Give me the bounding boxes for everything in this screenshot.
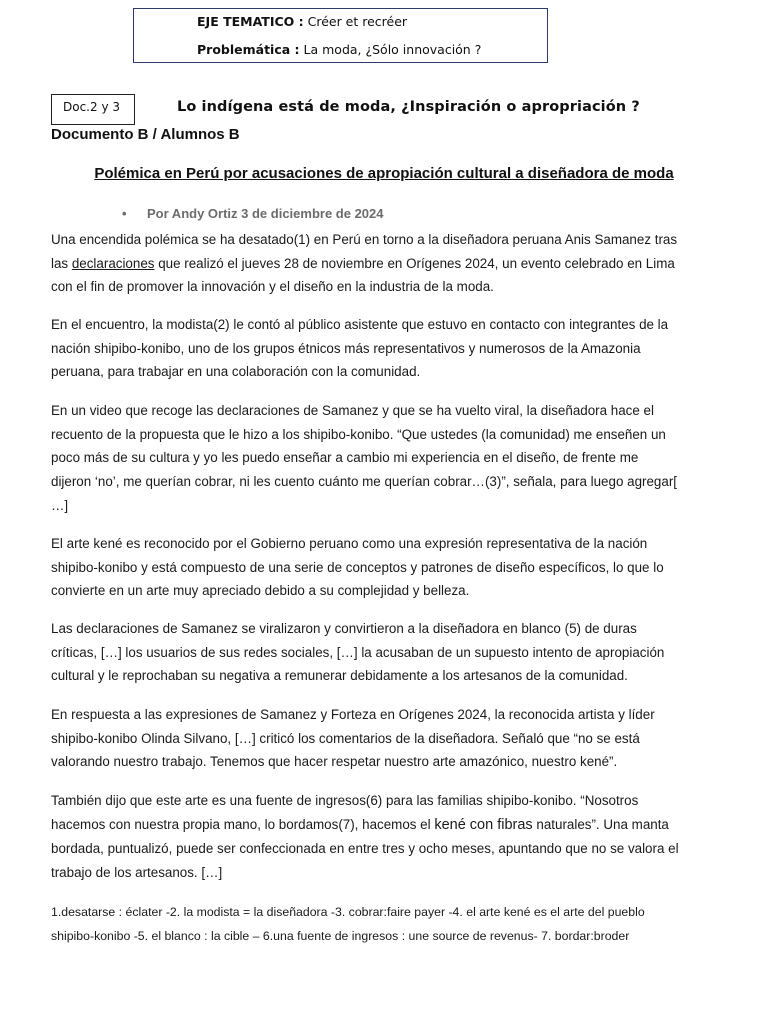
document-subtitle: Documento B / Alumnos B bbox=[51, 126, 240, 143]
footnote-line: shipibo-konibo -5. el blanco : la cible – 6.una fuente de ingresos : une source de revenus- 7. bordar:broder bbox=[51, 929, 630, 943]
declaraciones-link[interactable]: declaraciones bbox=[71, 255, 155, 271]
text-line: con el fin de promover la innovación y el diseño en la industria de la moda. bbox=[51, 279, 494, 295]
text-fragment: naturales”. Una manta bbox=[532, 816, 669, 832]
text-line: En respuesta a las expresiones de Samanez y Forteza en Orígenes 2024, la reconocida artista y líder bbox=[51, 707, 655, 722]
theme-label: EJE TEMATICO : bbox=[197, 14, 304, 29]
text-line bbox=[51, 252, 731, 276]
text-line bbox=[51, 813, 731, 838]
text-line: Una encendida polémica se ha desatado(1) en Perú en torno a la diseñadora peruana Anis Samanez tras bbox=[51, 232, 678, 247]
text-line: shipibo-konibo Olinda Silvano, […] criticó los comentarios de la diseñadora. Señaló que “no se está bbox=[51, 730, 640, 746]
paragraph-3 bbox=[51, 399, 731, 518]
paragraph-7 bbox=[51, 789, 731, 885]
text-line: También dijo que este arte es una fuente de ingresos(6) para las familias shipibo-konibo. “Nosotros bbox=[51, 793, 639, 808]
text-line: peruana, para trabajar en una colaboración con la comunidad. bbox=[51, 364, 421, 380]
text-line: recuento de la propuesta que le hizo a los shipibo-konibo. “Que ustedes (la comunidad) me enseñen un bbox=[51, 426, 666, 442]
text-line: El arte kené es reconocido por el Gobierno peruano como una expresión representativa de la nación bbox=[51, 536, 648, 551]
text-fragment: hacemos con nuestra propia mano, lo bordamos(7), hacemos el bbox=[51, 816, 435, 832]
text-line: shipibo-konibo y está compuesto de una serie de conceptos y patrones de diseño específicos, lo que lo bbox=[51, 559, 664, 575]
text-fragment: kené con fibras bbox=[434, 816, 533, 833]
text-line: críticas, […] los usuarios de sus redes sociales, […] la acusaban de un supuesto intento de apropiación bbox=[51, 644, 665, 660]
article-headline: Polémica en Perú por acusaciones de apropiación cultural a diseñadora de moda bbox=[94, 165, 674, 182]
text-line: bordada, puntualizó, puede ser confeccionada en entre tres y ocho meses, apuntando que no se valora el bbox=[51, 841, 679, 857]
text-line: trabajo de los artesanos. […] bbox=[51, 865, 223, 881]
text-line: …] bbox=[51, 497, 69, 513]
text-line: dijeron ‘no’, me querían cobrar, ni les cuento cuánto me querían cobrar…(3)”, señala, para luego agregar[ bbox=[51, 474, 677, 490]
text-line: poco más de su cultura y yo les puedo enseñar a cambio mi experiencia en el diseño, de frente me bbox=[51, 450, 639, 466]
paragraph-2 bbox=[51, 313, 731, 384]
paragraph-4 bbox=[51, 532, 731, 603]
text-line: cultural y le reprochaban su negativa a remunerar debidamente a los artesanos de la comunidad. bbox=[51, 668, 628, 684]
footnote-line: 1.desatarse : éclater -2. la modista = la diseñadora -3. cobrar:faire payer -4. el arte kené es el arte del pueblo bbox=[51, 905, 645, 919]
text-line: valorando nuestro trabajo. Tenemos que hacer respetar nuestro arte amazónico, nuestro kené”. bbox=[51, 754, 618, 770]
text-line: En el encuentro, la modista(2) le contó al público asistente que estuvo en contacto con integrantes de la bbox=[51, 317, 669, 332]
problem-value: La moda, ¿Sólo innovación ? bbox=[299, 42, 482, 57]
text-fragment: que realizó el jueves 28 de noviembre en Orígenes 2024, un evento celebrado en Lima bbox=[154, 255, 675, 271]
main-title: Lo indígena está de moda, ¿Inspiración o apropriación ? bbox=[177, 99, 640, 115]
theme-box bbox=[133, 8, 548, 63]
text-line: convierte en un arte muy apreciado debido a su complejidad y belleza. bbox=[51, 583, 470, 599]
glossary-footnote bbox=[51, 900, 741, 948]
text-line: Las declaraciones de Samanez se viralizaron y convirtieron a la diseñadora en blanco (5) de duras bbox=[51, 621, 637, 636]
text-line: En un video que recoge las declaraciones de Samanez y que se ha vuelto viral, la diseñadora hace el bbox=[51, 403, 654, 418]
paragraph-6 bbox=[51, 703, 731, 774]
paragraph-1 bbox=[51, 228, 731, 299]
byline-text: Por Andy Ortiz 3 de diciembre de 2024 bbox=[147, 206, 384, 221]
problem-line bbox=[197, 42, 481, 57]
text-fragment: las bbox=[51, 255, 72, 271]
paragraph-5 bbox=[51, 617, 731, 688]
doc-label-box: Doc.2 y 3 bbox=[51, 94, 135, 125]
theme-value: Créer et recréer bbox=[303, 14, 408, 29]
bullet-icon: • bbox=[122, 206, 127, 221]
text-line: nación shipibo-konibo, uno de los grupos étnicos más representativos y numerosos de la Amazonia bbox=[51, 340, 641, 356]
theme-line bbox=[197, 14, 407, 29]
problem-label: Problemática : bbox=[197, 42, 300, 57]
